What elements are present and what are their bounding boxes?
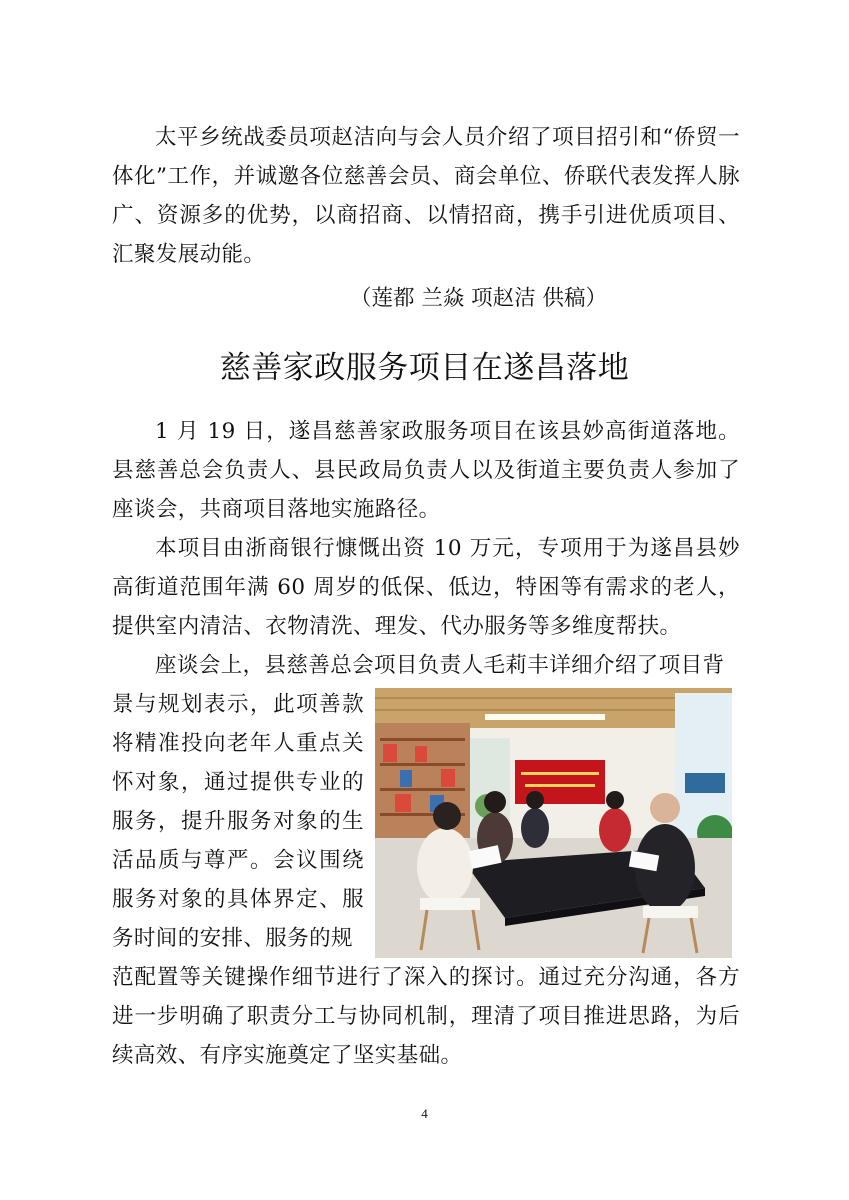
meeting-photo-illustration bbox=[375, 688, 732, 958]
page-number: 4 bbox=[421, 1106, 428, 1121]
article-paragraph-3-first-line: 座谈会上，县慈善总会项目负责人毛莉丰详细介绍了项目背 bbox=[155, 653, 725, 678]
article-paragraph-2: 本项目由浙商银行慷慨出资 10 万元，专项用于为遂昌县妙高街道范围年满 60 周岁的低保、低边，特困等有需求的老人，提供室内清洁、衣物清洗、理发、代办服务等多维度帮扶。 bbox=[112, 536, 740, 639]
article-title: 慈善家政服务项目在遂昌落地 bbox=[219, 350, 630, 386]
meeting-photo bbox=[375, 688, 732, 958]
article-paragraph-3-continued: 范配置等关键操作细节进行了深入的探讨。通过充分沟通，各方进一步明确了职责分工与协同机制，理清了项目推进思路，为后续高效、有序实施奠定了坚实基础。 bbox=[112, 965, 740, 1068]
previous-article-paragraph: 太平乡统战委员项赵洁向与会人员介绍了项目招引和“侨贸一体化”工作，并诚邀各位慈善会员、商会单位、侨联代表发挥人脉广、资源多的优势，以商招商、以情招商，携手引进优质项目、汇聚发展动能。 bbox=[112, 125, 740, 267]
article-paragraph-3-side-text: 景与规划表示，此项善款将精准投向老年人重点关怀对象，通过提供专业的服务，提升服务对象的生活品质与尊严。会议围绕服务对象的具体界定、服务时间的安排、服务的规 bbox=[112, 692, 364, 951]
article-paragraph-1: 1 月 19 日，遂昌慈善家政服务项目在该县妙高街道落地。县慈善总会负责人、县民政局负责人以及街道主要负责人参加了座谈会，共商项目落地实施路径。 bbox=[112, 419, 740, 522]
previous-article-credit: （莲都 兰焱 项赵洁 供稿） bbox=[350, 286, 608, 311]
